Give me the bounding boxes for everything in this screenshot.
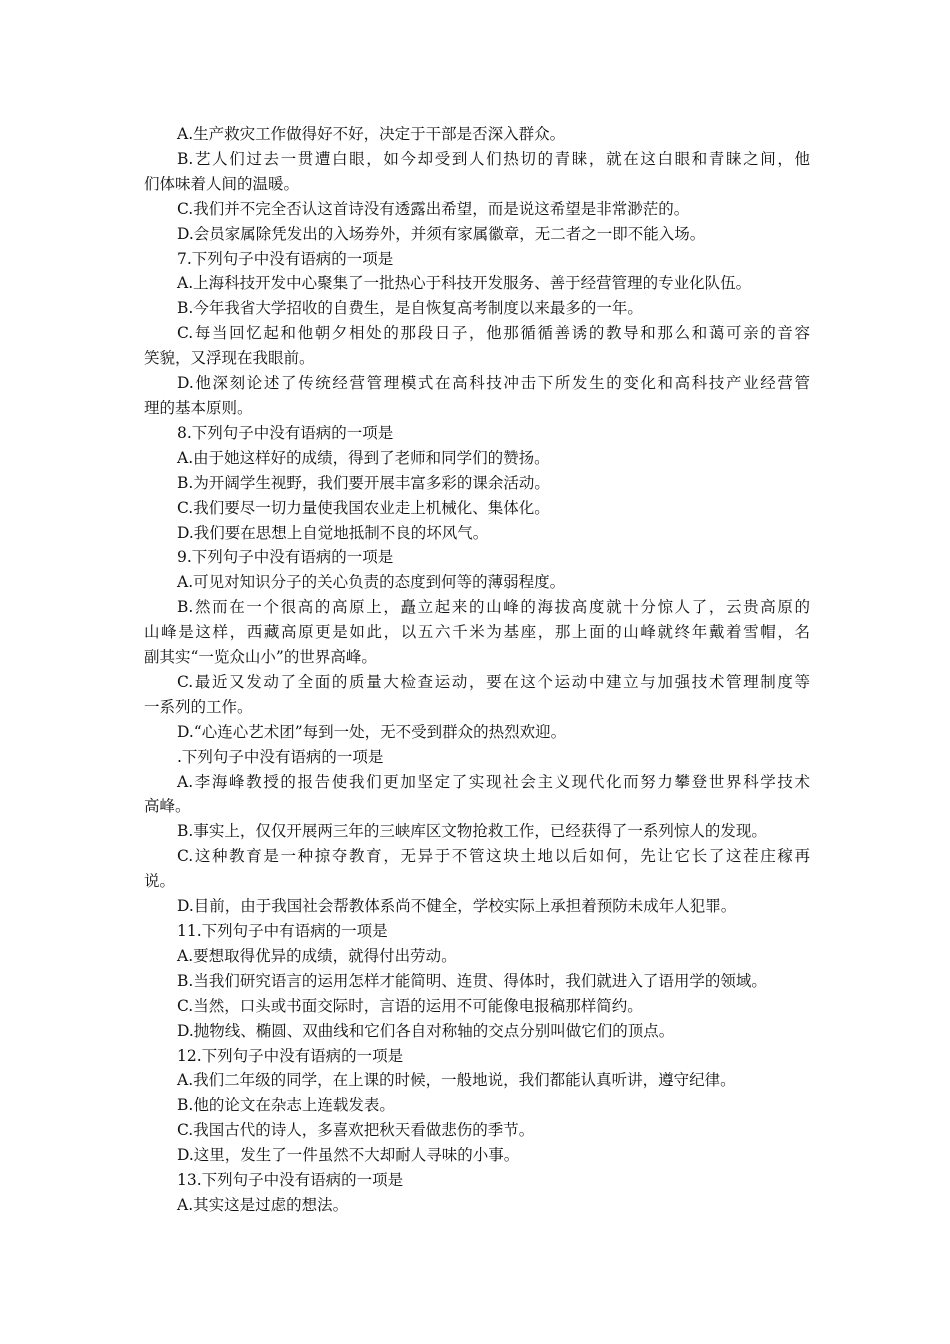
- text-line: C.每当回忆起和他朝夕相处的那段日子，他那循循善诱的教导和那么和蔼可亲的音容: [177, 324, 810, 343]
- text-line: A.我们二年级的同学，在上课的时候，一般地说，我们都能认真听讲，遵守纪律。: [177, 1071, 736, 1090]
- text-line: 理的基本原则。: [144, 398, 253, 417]
- text-line: 11.下列句子中有语病的一项是: [177, 922, 388, 940]
- text-line: .下列句子中没有语病的一项是: [177, 747, 384, 766]
- text-line: 13.下列句子中没有语病的一项是: [177, 1171, 404, 1190]
- text-line: C.我们并不完全否认这首诗没有透露出希望，而是说这希望是非常渺茫的。: [177, 199, 690, 218]
- text-line: 副其实“一览众山小”的世界高峰。: [144, 648, 377, 667]
- text-line: C.我们要尽一切力量使我国农业走上机械化、集体化。: [177, 498, 550, 517]
- text-line: D.这里，发生了一件虽然不大却耐人寻味的小事。: [177, 1146, 520, 1165]
- document-body: [144, 122, 810, 1218]
- text-line: A.要想取得优异的成绩，就得付出劳动。: [177, 946, 457, 965]
- text-line: 笑貌，又浮现在我眼前。: [144, 349, 315, 368]
- text-line: B.今年我省大学招收的自费生，是自恢复高考制度以来最多的一年。: [177, 299, 643, 318]
- text-line: C.当然，口头或书面交际时，言语的运用不可能像电报稿那样简约。: [177, 996, 643, 1015]
- text-line: D.目前，由于我国社会帮教体系尚不健全，学校实际上承担着预防未成年人犯罪。: [177, 897, 737, 916]
- text-line: D.“心连心艺术团”每到一处，无不受到群众的热烈欢迎。: [177, 722, 567, 741]
- text-line: 说。: [144, 872, 176, 891]
- text-line: B.艺人们过去一贯遭白眼，如今却受到人们热切的青睐，就在这白眼和青睐之间，他: [177, 149, 810, 168]
- text-line: B.事实上，仅仅开展两三年的三峡库区文物抢救工作，已经获得了一系列惊人的发现。: [177, 822, 767, 841]
- text-line: 高峰。: [144, 797, 191, 816]
- text-line: C.这种教育是一种掠夺教育，无异于不管这块土地以后如何，先让它长了这茬庄稼再: [177, 847, 810, 866]
- text-line: A.上海科技开发中心聚集了一批热心于科技开发服务、善于经营管理的专业化队伍。: [177, 274, 752, 293]
- text-line: 7.下列句子中没有语病的一项是: [177, 249, 394, 268]
- text-line: D.抛物线、椭圆、双曲线和它们各自对称轴的交点分别叫做它们的顶点。: [177, 1021, 675, 1040]
- text-line: 8.下列句子中没有语病的一项是: [177, 423, 394, 442]
- text-line: A.生产救灾工作做得好不好，决定于干部是否深入群众。: [177, 125, 566, 143]
- text-line: 们体味着人间的温暖。: [144, 174, 300, 193]
- text-line: A.由于她这样好的成绩，得到了老师和同学们的赞扬。: [177, 448, 550, 467]
- text-line: C.最近又发动了全面的质量大检查运动，要在这个运动中建立与加强技术管理制度等: [177, 672, 810, 691]
- text-line: C.我国古代的诗人，多喜欢把秋天看做悲伤的季节。: [177, 1121, 535, 1140]
- text-line: B.当我们研究语言的运用怎样才能简明、连贯、得体时，我们就进入了语用学的领域。: [177, 971, 767, 990]
- text-line: D.会员家属除凭发出的入场券外，并须有家属徽章，无二者之一即不能入场。: [177, 224, 706, 243]
- text-line: B.为开阔学生视野，我们要开展丰富多彩的课余活动。: [177, 473, 550, 492]
- text-line: 山峰是这样，西藏高原更是如此，以五六千米为基座，那上面的山峰就终年戴着雪帽，名: [144, 623, 810, 642]
- text-line: 9.下列句子中没有语病的一项是: [177, 548, 394, 567]
- text-line: 一系列的工作。: [144, 697, 253, 716]
- text-line: A.可见对知识分子的关心负责的态度到何等的薄弱程度。: [177, 573, 566, 592]
- text-line: B.他的论文在杂志上连载发表。: [177, 1096, 395, 1115]
- text-line: B.然而在一个很高的高原上，矗立起来的山峰的海拔高度就十分惊人了，云贵高原的: [177, 598, 810, 617]
- text-line: A.其实这是过虑的想法。: [177, 1195, 349, 1214]
- text-line: D.他深刻论述了传统经营管理模式在高科技冲击下所发生的变化和高科技产业经营管: [177, 374, 810, 393]
- text-line: D.我们要在思想上自觉地抵制不良的坏风气。: [177, 523, 489, 542]
- text-line: 12.下列句子中没有语病的一项是: [177, 1046, 404, 1065]
- text-line: A.李海峰教授的报告使我们更加坚定了实现社会主义现代化而努力攀登世界科学技术: [177, 772, 810, 791]
